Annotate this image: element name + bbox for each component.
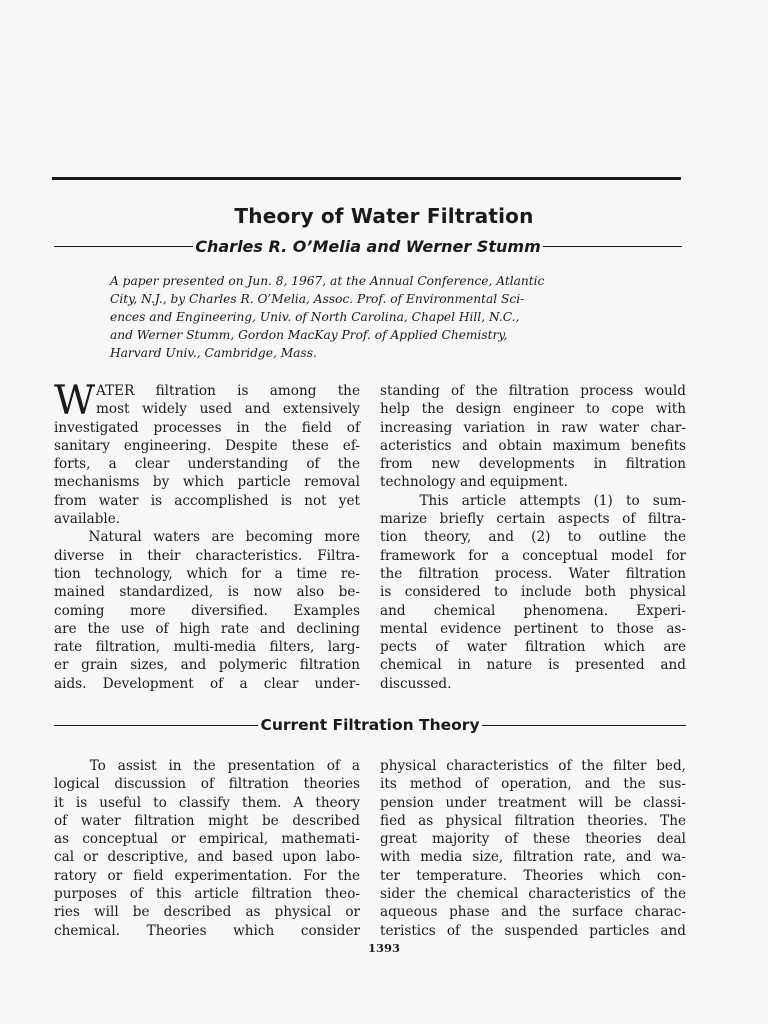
authors-row: [54, 237, 682, 256]
text-line: marize briefly certain aspects of filtra-: [380, 511, 686, 528]
text-line: great majority of these theories deal: [380, 831, 686, 848]
section-heading-row: [54, 716, 686, 734]
text-line: ter temperature. Theories which con-: [380, 867, 686, 884]
abstract-line: ences and Engineering, Univ. of North Carolina, Chapel Hill, N.C.,: [110, 310, 520, 324]
abstract-line: A paper presented on Jun. 8, 1967, at the Annual Conference, Atlantic: [110, 274, 545, 288]
text-line: it is useful to classify them. A theory: [54, 794, 360, 811]
text-line: most widely used and extensively: [96, 401, 360, 418]
text-line: er grain sizes, and polymeric filtration: [54, 657, 360, 674]
text-line: of water filtration might be described: [54, 812, 360, 829]
text-line: ratory or field experimentation. For the: [54, 867, 360, 884]
text-line: fied as physical filtration theories. The: [380, 812, 686, 829]
text-line: aids. Development of a clear under-: [54, 675, 360, 692]
text-line: available.: [54, 511, 121, 528]
article-title: Theory of Water Filtration: [234, 204, 534, 228]
abstract-line: Harvard Univ., Cambridge, Mass.: [110, 346, 317, 360]
authors-right-rule: [543, 246, 682, 247]
abstract-line: City, N.J., by Charles R. O’Melia, Assoc. Prof. of Environmental Sci-: [110, 292, 525, 306]
text-line: investigated processes in the field of: [54, 419, 360, 436]
text-line: standing of the filtration process would: [380, 383, 686, 399]
text-line: tion theory, and (2) to outline the: [380, 529, 686, 546]
text-line: are the use of high rate and declining: [54, 620, 360, 637]
top-rule: [52, 177, 681, 180]
text-line: To assist in the presentation of a: [54, 758, 360, 774]
text-line: coming more diversified. Examples: [54, 602, 360, 619]
text-line: mechanisms by which particle removal: [54, 474, 360, 491]
text-line: as conceptual or empirical, mathemati-: [54, 831, 360, 848]
text-line: chemical in nature is presented and: [380, 657, 686, 674]
intro-column-1: [54, 378, 360, 693]
text-line: chemical. Theories which consider: [54, 922, 360, 939]
text-line: mained standardized, is now also be-: [54, 584, 360, 601]
text-line: is considered to include both physical: [380, 584, 686, 601]
text-line: ATER filtration is among the: [96, 383, 360, 399]
drop-cap: W: [54, 378, 96, 424]
text-line: discussed.: [380, 675, 452, 692]
text-line: and chemical phenomena. Experi-: [380, 602, 686, 619]
text-line: forts, a clear understanding of the: [54, 456, 360, 473]
section-left-rule: [54, 725, 258, 726]
section-right-rule: [482, 725, 686, 726]
text-line: cal or descriptive, and based upon labo-: [54, 849, 360, 866]
dropcap-block: [54, 378, 360, 424]
text-line: framework for a conceptual model for: [380, 547, 686, 564]
text-line: Natural waters are becoming more: [54, 529, 360, 546]
text-line: its method of operation, and the sus-: [380, 776, 686, 793]
text-line: with media size, filtration rate, and wa-: [380, 849, 686, 866]
text-line: technology and equipment.: [380, 474, 568, 491]
text-line: This article attempts (1) to sum-: [380, 492, 686, 509]
text-line: sanitary engineering. Despite these ef-: [54, 437, 360, 454]
text-line: from water is accomplished is not yet: [54, 492, 360, 509]
text-line: purposes of this article filtration theo-: [54, 886, 360, 903]
text-line: increasing variation in raw water char-: [380, 419, 686, 436]
section-column-1: [54, 757, 360, 940]
text-line: pension under treatment will be classi-: [380, 794, 686, 811]
text-line: acteristics and obtain maximum benefits: [380, 437, 686, 454]
text-line: the filtration process. Water filtration: [380, 565, 686, 582]
text-line: rate filtration, multi-media filters, larg-: [54, 639, 360, 656]
page-number: 1393: [367, 941, 400, 955]
article-authors: Charles R. O’Melia and Werner Stumm: [195, 237, 541, 256]
text-line: diverse in their characteristics. Filtra-: [54, 547, 360, 564]
section-heading: Current Filtration Theory: [260, 716, 480, 734]
text-line: sider the chemical characteristics of the: [380, 886, 686, 903]
text-line: physical characteristics of the filter bed,: [380, 758, 686, 774]
abstract-line: and Werner Stumm, Gordon MacKay Prof. of Applied Chemistry,: [110, 328, 508, 342]
authors-left-rule: [54, 246, 193, 247]
text-line: ries will be described as physical or: [54, 904, 360, 921]
text-line: logical discussion of filtration theories: [54, 776, 360, 793]
text-line: tion technology, which for a time re-: [54, 565, 360, 582]
text-line: aqueous phase and the surface charac-: [380, 904, 686, 921]
text-line: teristics of the suspended particles and: [380, 922, 686, 939]
text-line: help the design engineer to cope with: [380, 401, 686, 418]
text-line: pects of water filtration which are: [380, 639, 686, 656]
section-column-2: [380, 757, 686, 940]
abstract: [110, 272, 630, 362]
text-line: mental evidence pertinent to those as-: [380, 620, 686, 637]
text-line: from new developments in filtration: [380, 456, 686, 473]
intro-column-2: [380, 382, 686, 693]
